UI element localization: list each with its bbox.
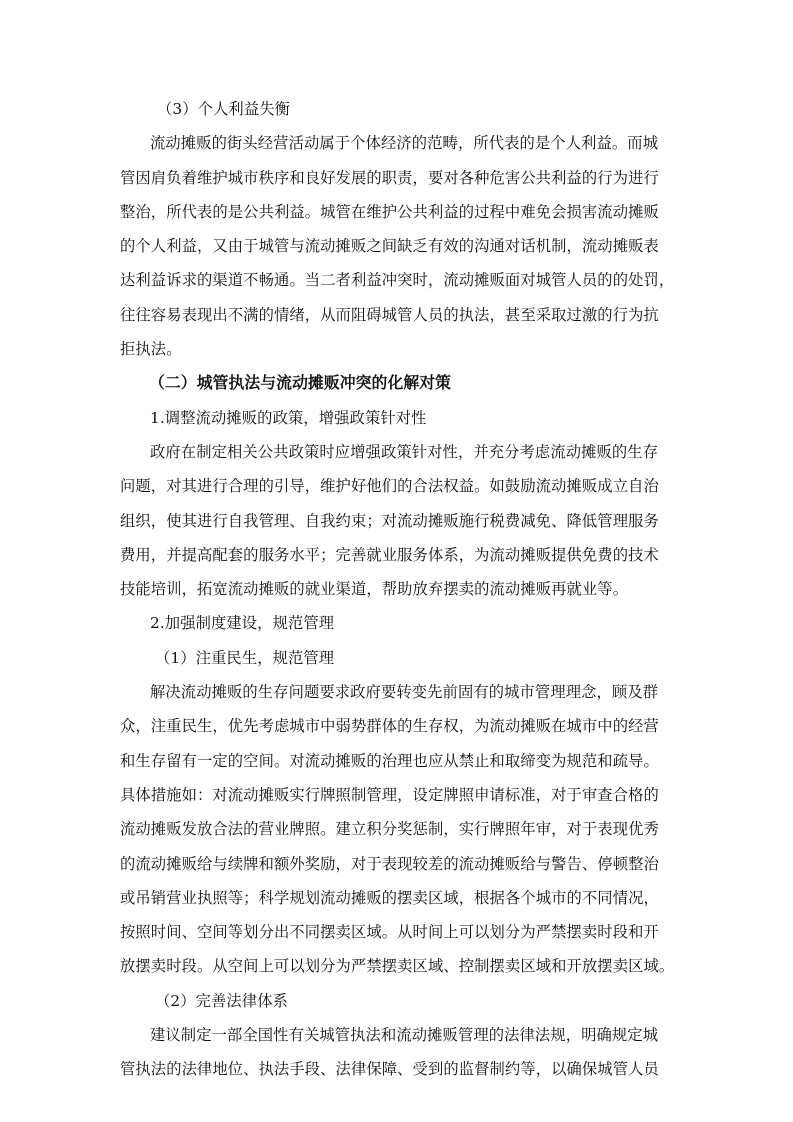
item-heading-2: 2.加强制度建设，规范管理: [150, 614, 335, 633]
paragraph-line: 组织，使其进行自我管理、自我约束；对流动摊贩施行税费减免、降低管理服务: [120, 511, 659, 530]
paragraph-line: 众，注重民生，优先考虑城市中弱势群体的生存权，为流动摊贩在城市中的经营: [120, 717, 659, 736]
paragraph-line: 问题，对其进行合理的引导，维护好他们的合法权益。如鼓励流动摊贩成立自治: [120, 477, 659, 496]
paragraph-line: 或吊销营业执照等；科学规划流动摊贩的摆卖区域，根据各个城市的不同情况，: [120, 888, 659, 907]
subsection-heading-2: （2）完善法律体系: [155, 991, 289, 1010]
paragraph-line: 的个人利益，又由于城管与流动摊贩之间缺乏有效的沟通对话机制，流动摊贩表: [120, 237, 659, 256]
paragraph-line: 流动摊贩的街头经营活动属于个体经济的范畴，所代表的是个人利益。而城: [150, 134, 659, 153]
paragraph-line: 解决流动摊贩的生存问题要求政府要转变先前固有的城市管理理念，顾及群: [150, 683, 659, 702]
paragraph-line: 按照时间、空间等划分出不同摆卖区域。从时间上可以划分为严禁摆卖时段和开: [120, 923, 659, 942]
paragraph-line: 拒执法。: [120, 340, 182, 359]
item-heading-1: 1.调整流动摊贩的政策，增强政策针对性: [150, 408, 427, 427]
paragraph-line: 管执法的法律地位、执法手段、法律保障、受到的监督制约等，以确保城管人员: [120, 1060, 659, 1079]
paragraph-line: 和生存留有一定的空间。对流动摊贩的治理也应从禁止和取缔变为规范和疏导。: [120, 751, 659, 770]
paragraph-line: 达利益诉求的渠道不畅通。当二者利益冲突时，流动摊贩面对城管人员的的处罚，: [120, 271, 675, 290]
paragraph-line: 管因肩负着维护城市秩序和良好发展的职责，要对各种危害公共利益的行为进行: [120, 168, 659, 187]
paragraph-line: 放摆卖时段。从空间上可以划分为严禁摆卖区域、控制摆卖区域和开放摆卖区域。: [120, 957, 675, 976]
paragraph-line: 整治，所代表的是公共利益。城管在维护公共利益的过程中难免会损害流动摊贩: [120, 202, 659, 221]
subsection-heading-1: （1）注重民生，规范管理: [155, 648, 335, 667]
section-heading: （二）城管执法与流动摊贩冲突的化解对策: [149, 373, 452, 393]
paragraph-line: 费用，并提高配套的服务水平；完善就业服务体系，为流动摊贩提供免费的技术: [120, 545, 659, 564]
paragraph-line: 具体措施如：对流动摊贩实行牌照制管理，设定牌照申请标准，对于审查合格的: [120, 785, 659, 804]
subsection-heading-3: （3）个人利益失衡: [157, 100, 291, 118]
paragraph-line: 建议制定一部全国性有关城管执法和流动摊贩管理的法律法规，明确规定城: [150, 1026, 659, 1045]
paragraph-line: 技能培训，拓宽流动摊贩的就业渠道，帮助放弃摆卖的流动摊贩再就业等。: [120, 580, 629, 599]
paragraph-line: 的流动摊贩给与续牌和额外奖励，对于表现较差的流动摊贩给与警告、停顿整治: [120, 854, 659, 873]
paragraph-line: 往往容易表现出不满的情绪，从而阻碍城管人员的执法，甚至采取过激的行为抗: [120, 305, 659, 324]
document-body: [120, 92, 680, 1087]
paragraph-line: 流动摊贩发放合法的营业牌照。建立积分奖惩制，实行牌照年审，对于表现优秀: [120, 820, 659, 839]
paragraph-line: 政府在制定相关公共政策时应增强政策针对性，并充分考虑流动摊贩的生存: [150, 442, 659, 461]
